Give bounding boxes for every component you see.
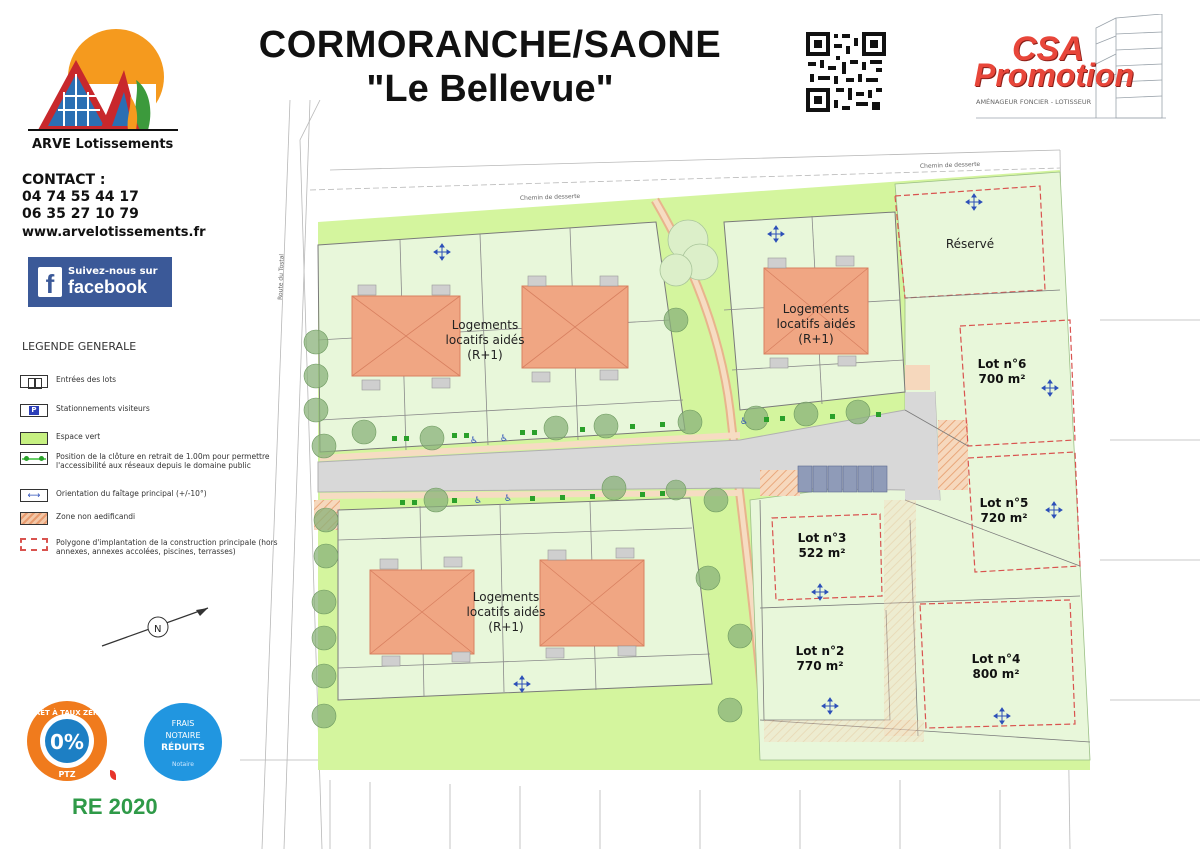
page-title: CORMORANCHE/SAONE [258,24,722,66]
legend-building-polygon: Polygone d'implantation de la construction principale (hors annexes, annexes accolées, piscines, terrasses) [20,538,296,556]
road-label-left: Chemin de desserte [519,192,581,202]
svg-text:RÉDUITS: RÉDUITS [161,743,205,753]
contact-heading: CONTACT : [22,172,106,188]
partner-name-line2: Promotion [974,57,1134,93]
ptz-badge [26,700,108,782]
house-sun-logo-icon [28,22,178,140]
legend-ridge-orientation: ⟷ Orientation du faîtage principal (+/-10°) [20,489,296,502]
partner-tagline: AMÉNAGEUR FONCIER - LOTISSEUR [976,98,1092,106]
lot-3-label[interactable]: Lot n°3 522 m² [797,531,847,560]
legend-visitor-parking: P Stationnements visiteurs [20,404,296,417]
legend-lot-entry: Entrées des lots [20,375,296,388]
double-arrow-icon: ⟷ [20,489,48,502]
svg-text:♿: ♿ [740,417,749,427]
road-label-right: Chemin de desserte [919,160,981,170]
lot-5-label[interactable]: Lot n°5 720 m² [979,496,1029,525]
lot-4-label[interactable]: Lot n°4 800 m² [971,652,1021,681]
green-space-swatch [20,432,48,445]
north-letter: N [154,624,162,635]
facebook-button[interactable] [28,257,172,307]
lot-6-label[interactable]: Lot n°6 700 m² [977,357,1027,386]
contact-phone-2[interactable]: 06 35 27 10 79 [22,206,139,222]
facebook-brand: facebook [68,277,148,297]
svg-text:♿: ♿ [470,436,479,446]
site-plan-map [230,100,1200,849]
svg-text:♿: ♿ [474,496,483,506]
north-arrow-icon [96,602,216,652]
re2020-logo: RE 2020 [72,794,158,819]
lot-entry-icon [20,375,48,388]
svg-text:♿: ♿ [504,494,513,504]
contact-phone-1[interactable]: 04 74 55 44 17 [22,189,139,205]
legend-heading: LEGENDE GENERALE [22,340,137,353]
frais-notaire-badge [143,702,223,782]
project-subtitle: "Le Bellevue" [366,68,614,110]
legend-green-space: Espace vert [20,432,296,445]
dashed-polygon-swatch [20,538,48,551]
route-label: Route du Tostal [277,253,286,301]
facebook-follow-text: Suivez-nous sur [68,266,158,277]
legend-fence-setback: Position de la clôture en retrait de 1.00m pour permettre l'accessibilité aux réseaux depuis le domaine public [20,452,296,470]
reserved-lot-label: Réservé [945,237,995,251]
lot-2-label[interactable]: Lot n°2 770 m² [795,644,845,673]
svg-text:Notaire: Notaire [172,761,194,768]
fence-line-icon [20,452,48,465]
svg-text:♿: ♿ [500,434,509,444]
company-name: ARVE Lotissements [32,137,174,152]
legend-non-building-zone: Zone non aedificandi [20,512,296,525]
partner-name-line1: CSA [1012,30,1084,68]
re2020-leaf-icon [110,770,124,782]
svg-text:PRÊT À TAUX ZÉRO: PRÊT À TAUX ZÉRO [29,709,105,717]
svg-text:0%: 0% [50,730,84,754]
building-label-2: Logements locatifs aidés (R+1) [776,302,856,346]
building-label-3: Logements locatifs aidés (R+1) [466,590,546,634]
svg-text:PTZ: PTZ [58,770,76,779]
facebook-icon: f [38,267,62,297]
parking-icon: P [20,404,48,417]
building-label-1: Logements locatifs aidés (R+1) [445,318,525,362]
svg-text:FRAIS: FRAIS [171,719,195,728]
hatched-zone-swatch [20,512,48,525]
website-link[interactable]: www.arvelotissements.fr [22,225,206,240]
svg-text:NOTAIRE: NOTAIRE [165,731,201,740]
